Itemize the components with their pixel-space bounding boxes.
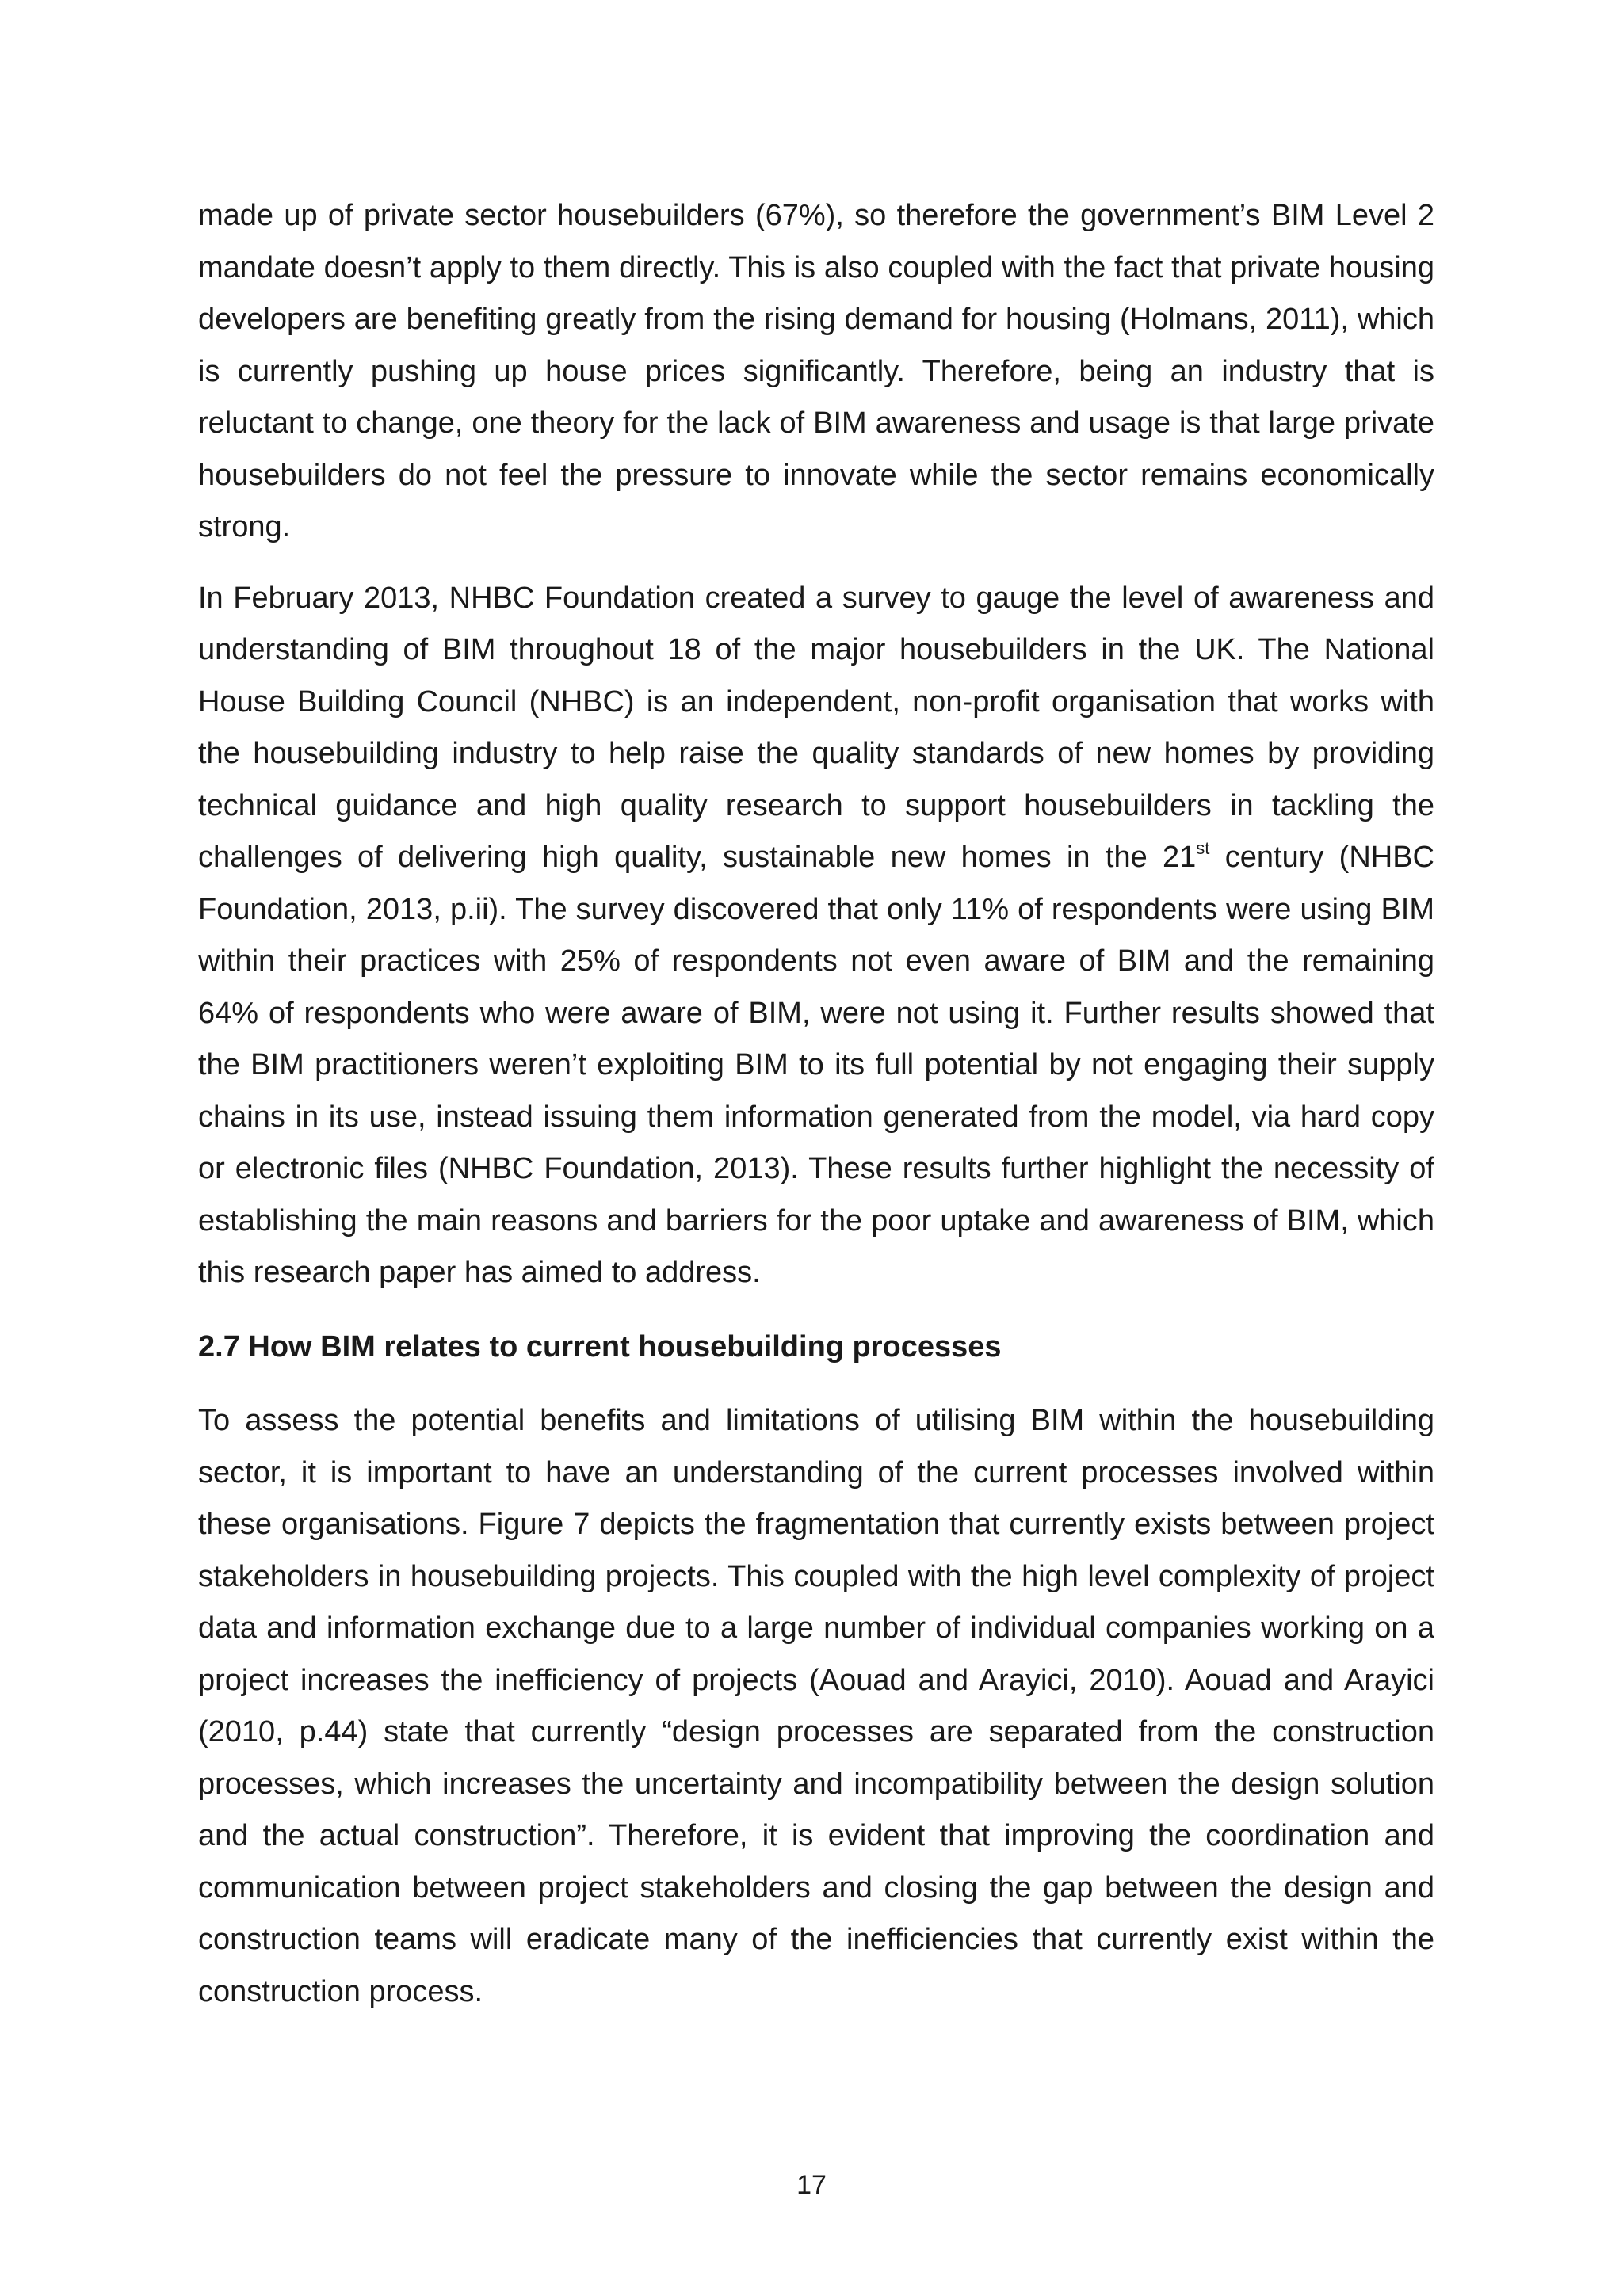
paragraph-housebuilding-processes: To assess the potential benefits and limitations of utilising BIM within the housebuilding sector, it is important to have an understanding of the current processes involved within these organisations. Figure 7 depicts the fragmentation that currently exists between project stakeholders in housebuilding projects. This coupled with the high level complexity of project data and information exchange due to a large number of individual companies working on a project increases the inefficiency of projects (Aouad and Arayici, 2010). Aouad and Arayici (2010, p.44) state that currently “design processes are separated from the construction processes, which increases the uncertainty and incompatibility between the design solution and the actual construction”. Therefore, it is evident that improving the coordination and communication between project stakeholders and closing the gap between the design and construction teams will eradicate many of the inefficiencies that currently exist within the construction process. [198, 1404, 1434, 2008]
section-heading: 2.7 How BIM relates to current housebuilding processes [198, 1329, 1002, 1363]
paragraph-nhbc-text-end: century (NHBC Foundation, 2013, p.ii). The survey discovered that only 11% of respondents were using BIM within their practices with 25% of respondents not even aware of BIM and the remaining 64% of respondents who were aware of BIM, were not using it. Further results showed that the BIM practitioners weren’t exploiting BIM to its full potential by not engaging their supply chains in its use, instead issuing them information generated from the model, via hard copy or electronic files (NHBC Foundation, 2013). These results further highlight the necessity of establishing the main reasons and barriers for the poor uptake and awareness of BIM, which this research paper has aimed to address. [198, 841, 1434, 1289]
page-number: 17 [796, 2170, 827, 2200]
paragraph-private-housebuilders: made up of private sector housebuilders (67%), so therefore the government’s BIM Level 2 mandate doesn’t apply to them directly. This is also coupled with the fact that private housing developers are benefiting greatly from the rising demand for housing (Holmans, 2011), which is currently pushing up house prices significantly. Therefore, being an industry that is reluctant to change, one theory for the lack of BIM awareness and usage is that large private housebuilders do not feel the pressure to innovate while the sector remains economically strong. [198, 199, 1434, 543]
ordinal-superscript: st [1196, 838, 1210, 858]
paragraph-nhbc-text-start: In February 2013, NHBC Foundation created a survey to gauge the level of awareness and understanding of BIM throughout 18 of the major housebuilders in the UK. The National House Building Council (NHBC) is an independent, non-profit organisation that works with the housebuilding industry to help raise the quality standards of new homes by providing technical guidance and high quality research to support housebuilders in tackling the challenges of delivering high quality, sustainable new homes in the 21 [198, 581, 1434, 874]
paragraph-nhbc-survey [198, 573, 1434, 1299]
document-page [198, 190, 1434, 2018]
